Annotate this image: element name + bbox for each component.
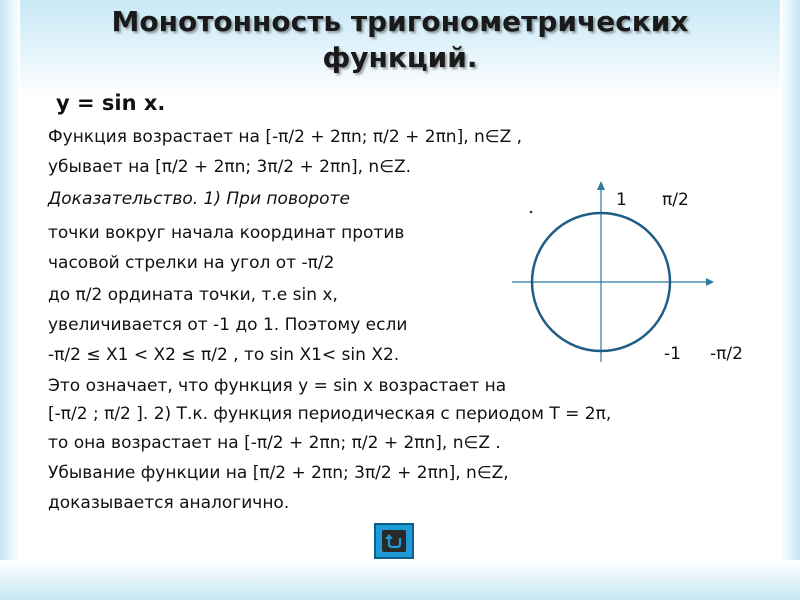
point-marker [530,211,533,214]
text-line-12: Убывание функции на [π/2 + 2πn; 3π/2 + 2πn], n∈Z, [48,463,509,483]
x-axis-arrow [706,278,714,286]
text-line-6: до π/2 ордината точки, т.е sin x, [48,285,338,305]
function-heading: y = sin x. [56,91,166,115]
slide-title-line1: Монотонность тригонометрических [111,5,689,38]
text-line-10: [-π/2 ; π/2 ]. 2) Т.к. функция периодическая с периодом T = 2π, [48,404,612,424]
text-line-decreasing: убывает на [π/2 + 2πn; 3π/2 + 2πn], n∈Z. [48,157,412,177]
text-line-11: то она возрастает на [-π/2 + 2πn; π/2 + 2πn], n∈Z . [48,433,501,453]
text-line-13: доказывается аналогично. [48,493,290,513]
text-line-proof: Доказательство. 1) При повороте [48,189,350,209]
text-line-5: часовой стрелки на угол от -π/2 [48,253,335,273]
text-line-7: увеличивается от -1 до 1. Поэтому если [48,315,408,335]
text-line-increasing: Функция возрастает на [-π/2 + 2πn; π/2 + 2πn], n∈Z , [48,127,523,147]
circle-label-top-value: 1 [616,190,627,210]
slide-title-line2: функций. [322,41,478,74]
circle-label-top-angle: π/2 [662,190,689,210]
y-axis-arrow [597,181,605,190]
circle-label-bottom-angle: -π/2 [710,344,743,364]
circle-label-bottom-value: -1 [664,344,681,364]
return-arrow-icon [382,530,406,552]
back-button[interactable] [374,523,414,559]
text-line-4: точки вокруг начала координат против [48,223,405,243]
text-line-9: Это означает, что функция y = sin x возрастает на [48,376,507,396]
text-line-8: -π/2 ≤ X1 < X2 ≤ π/2 , то sin X1< sin X2. [48,345,400,365]
